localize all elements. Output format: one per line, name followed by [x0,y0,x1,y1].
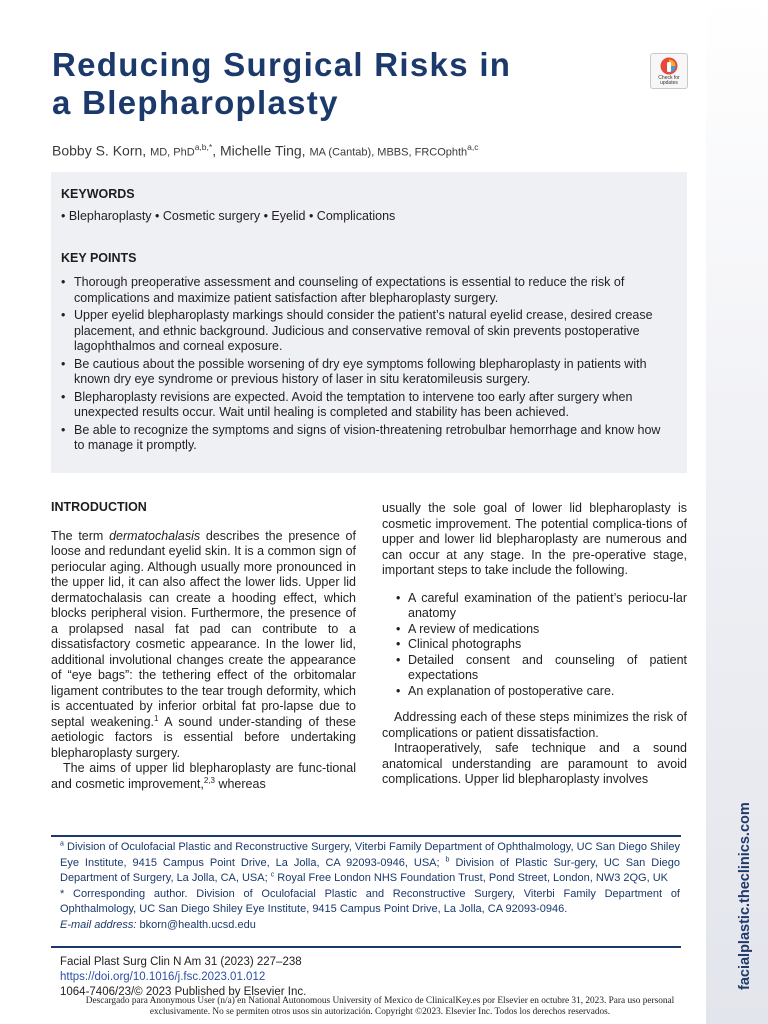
email-link[interactable]: bkorn@health.ucsd.edu [139,918,256,931]
title-line-1: Reducing Surgical Risks in [52,46,512,83]
list-item: • A review of medications [382,622,687,638]
body-column-right [382,501,687,788]
intro-paragraph-5: Intraoperatively, safe technique and a sound anatomical understanding are paramount to avoid complications. Upper lid blepharoplasty involves [382,741,687,786]
list-item: • Clinical photographs [382,637,687,653]
key-point: • Upper eyelid blepharoplasty markings should consider the patient’s natural eyelid crease, desired crease placement, and ethnic background. Judicious and conservative removal of skin prevents postoperative lagophthalmos and corneal exposure. [61,308,671,355]
intro-paragraph-2 [51,761,356,792]
author-line [52,142,652,159]
author-1-name: Bobby S. Korn, [52,142,147,159]
key-points-list [61,275,671,456]
affiliation-marker: c [270,871,275,879]
list-item: • Detailed consent and counseling of patient expectations [382,653,687,684]
key-points-heading: KEY POINTS [61,251,137,265]
author-2-credentials: MA (Cantab), MBBS, FRCOphth [309,146,468,159]
list-item: • An explanation of postoperative care. [382,684,687,700]
key-point: • Be able to recognize the symptoms and signs of vision-threatening retrobulbar hemorrhage and know how to manage it promptly. [61,423,671,454]
email-label: E-mail address: [60,918,137,931]
journal-url: facialplastic.theclinics.com [737,802,753,990]
author-1-credentials: MD, PhD [150,146,195,159]
footnote-divider-bottom [51,946,681,948]
check-for-updates-badge[interactable] [650,53,688,89]
author-2-name: , Michelle Ting, [212,142,306,159]
copyright-line: 1064-7406/23/© 2023 Published by Elsevier Inc. [60,986,307,998]
intro-paragraph-1 [51,529,356,762]
badge-line-1: Check for [658,75,680,81]
text-run: The term [51,528,110,543]
footnote-divider-top [51,835,681,837]
text-run: describes the presence of loose and redundant eyelid skin. It is a common sign of periocular aging. Although usually more pronounced in the upper lid, it can also affect the lower lids. Upper lid dermatochalasis can create a hooding effect, which blocks peripheral vision. Furthermore, the presence of a prolapsed nasal fat pad can contribute to a dissatisfactory cosmetic appearance. In the lower lid, additional involutional changes create the appearance of “eye bags”: the tethering effect of the orbitomalar ligament contributes to the tear trough deformity, which is accentuated by inferior orbital fat pro-lapse due to septal weakening. [51,528,356,729]
list-item: • A careful examination of the patient’s periocu-lar anatomy [382,591,687,622]
affiliation-c: Royal Free London NHS Foundation Trust, Pond Street, London, NW3 2QG, UK [277,872,669,884]
journal-citation: Facial Plast Surg Clin N Am 31 (2023) 227–238 [60,956,302,968]
article-title [52,46,612,122]
crossmark-icon [660,57,678,75]
reference-link[interactable]: 1 [154,713,159,723]
corresponding-author: * Corresponding author. Division of Oculofacial Plastic and Reconstructive Surgery, Viterbi Family Department of Ophthalmology, UC San Diego Shiley Eye Institute, 9415 Campus Point Drive, La Jolla, CA 92093-0946. [60,887,680,915]
keywords-list: • Blepharoplasty • Cosmetic surgery • Eyelid • Complications [61,209,396,223]
text-run: A sound under-standing of these aetiologic factors is essential before undertaking blepharoplasty surgery. [51,714,356,760]
doi-link[interactable]: https://doi.org/10.1016/j.fsc.2023.01.012 [60,971,266,983]
key-point: • Thorough preoperative assessment and counseling of expectations is essential to reduce the risk of complications and maximize patient satisfaction after blepharoplasty surgery. [61,275,671,306]
author-1-affiliation: a,b,* [194,142,213,152]
affiliation-a: Division of Oculofacial Plastic and Reconstructive Surgery, Viterbi Family Department of Ophthalmology, UC San Diego Shiley Eye Institute, 9415 Campus Point Drive, La Jolla, CA 92093-0946, USA; [60,841,680,869]
body-column-left [51,500,356,792]
introduction-heading: INTRODUCTION [51,500,147,514]
text-run: The aims of upper lid blepharoplasty are func-tional and cosmetic improvement, [51,761,356,791]
keywords-heading: KEYWORDS [61,187,135,201]
citation-block [60,955,306,1000]
affiliation-marker: a [60,840,64,848]
preoperative-steps-list [382,591,687,700]
text-run: whereas [214,776,266,791]
affiliation-b: Division of Plastic Sur-gery, UC San Diego Department of Surgery, La Jolla, CA, USA; [60,856,680,884]
intro-paragraph-3: usually the sole goal of lower lid blepharoplasty is cosmetic improvement. The potential complica-tions of upper and lower lid blepharoplasty are numerous and can occur at any stage. In the pre-operative stage, important steps to take include the following. [382,501,687,577]
term-dermatochalasis: dermatochalasis [109,528,201,543]
affiliation-marker: b [445,855,450,863]
title-line-2: a Blepharoplasty [52,84,339,121]
key-point: • Be cautious about the possible worsening of dry eye symptoms following blepharoplasty in patients with known dry eye syndrome or previous history of laser in situ keratomileusis surgery. [61,357,671,388]
key-point: • Blepharoplasty revisions are expected. Avoid the temptation to intervene too early after surgery when unexpected results occur. Wait until healing is completed and stability has been achieved. [61,390,671,421]
badge-line-2: updates [660,80,678,86]
reference-link[interactable]: 2,3 [203,775,215,785]
affiliations-footnote [60,840,680,933]
author-2-affiliation: a,c [467,142,479,152]
intro-paragraph-4: Addressing each of these steps minimizes the risk of complications or patient dissatisfaction. [382,710,687,740]
download-disclaimer: Descargado para Anonymous User (n/a) en National Autonomous University of Mexico de ClinicalKey.es por Elsevier en octubre 31, 2023. Para uso personal exclusivamente. No se permiten otros usos sin autorización. Copyright ©2023. Elsevier Inc. Todos los derechos reservados. [85,996,675,1017]
